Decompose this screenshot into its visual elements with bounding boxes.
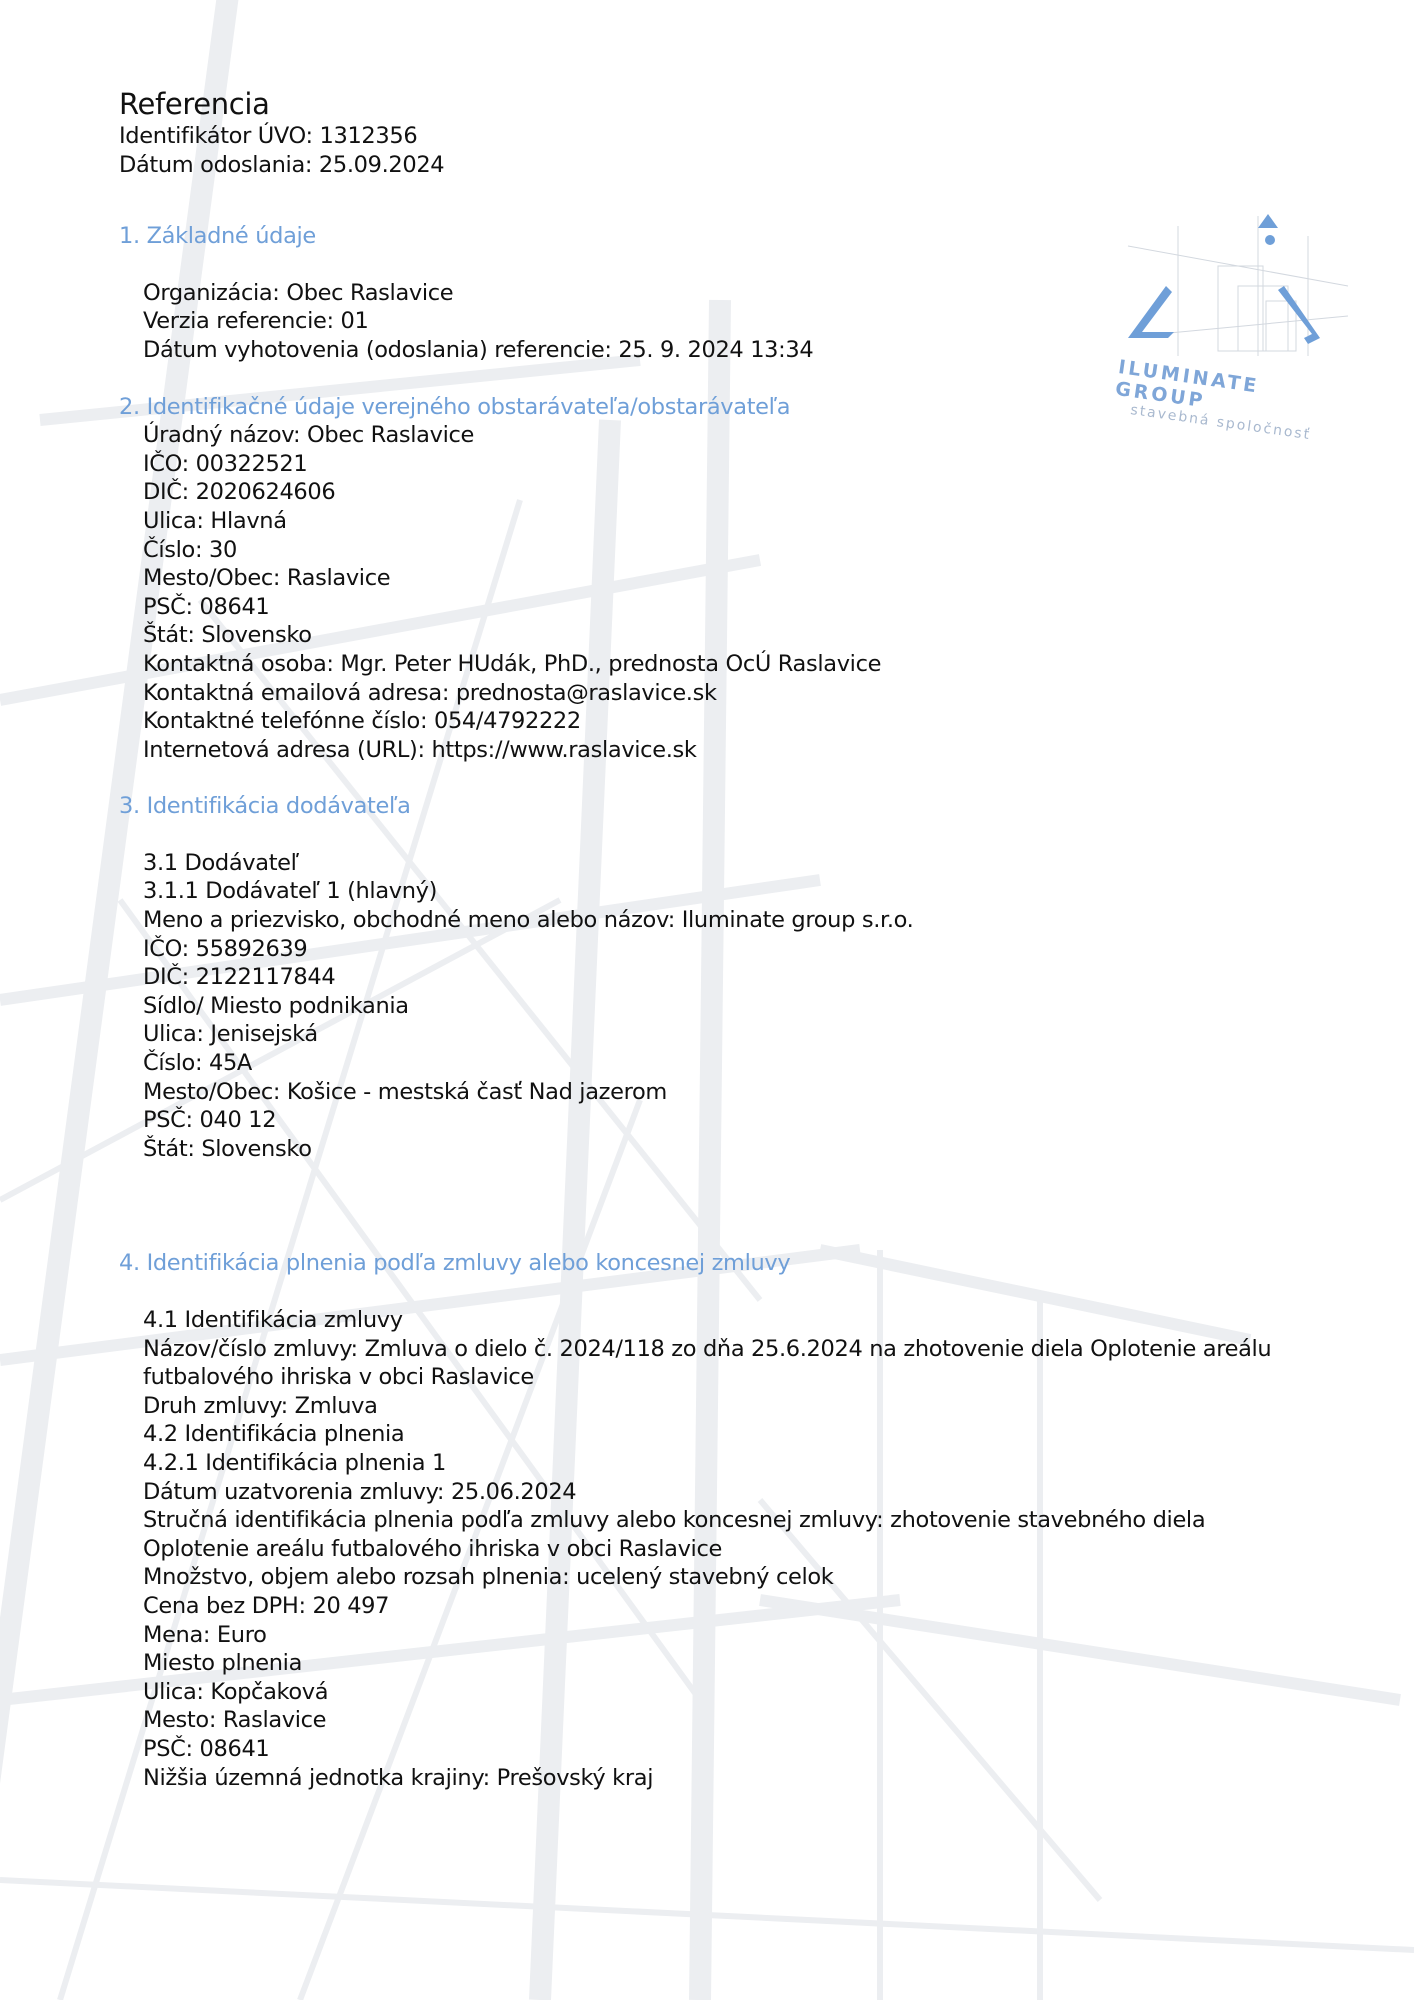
detail-line: Verzia referencie: 01 bbox=[143, 308, 369, 335]
detail-line: Číslo: 45A bbox=[143, 1050, 252, 1077]
detail-line: Druh zmluvy: Zmluva bbox=[143, 1392, 378, 1419]
document-body bbox=[119, 86, 1299, 1792]
detail-line: Úradný názov: Obec Raslavice bbox=[143, 422, 474, 449]
section-heading-basic: 1. Základné údaje bbox=[119, 223, 316, 250]
header-uvo-id: Identifikátor ÚVO: 1312356 bbox=[119, 123, 418, 149]
logo-name: ILUMINATE GROUP bbox=[1113, 356, 1261, 413]
performance-description: Stručná identifikácia plnenia podľa zmluvy alebo koncesnej zmluvy: zhotovenie stavebného diela Oplotenie areálu futbalového ihriska v obci Raslavice bbox=[143, 1507, 1206, 1562]
section-heading-performance: 4. Identifikácia plnenia podľa zmluvy alebo koncesnej zmluvy bbox=[119, 1250, 791, 1277]
detail-line: Štát: Slovensko bbox=[143, 622, 312, 649]
detail-line: PSČ: 040 12 bbox=[143, 1107, 277, 1134]
detail-line: IČO: 55892639 bbox=[143, 935, 308, 962]
detail-line: DIČ: 2122117844 bbox=[143, 964, 336, 991]
detail-line: Číslo: 30 bbox=[143, 536, 237, 563]
detail-line: PSČ: 08641 bbox=[143, 1735, 270, 1762]
section-basic-details bbox=[119, 279, 1299, 365]
detail-line: Cena bez DPH: 20 497 bbox=[143, 1592, 390, 1619]
detail-line: Dátum vyhotovenia (odoslania) referencie: 25. 9. 2024 13:34 bbox=[143, 336, 814, 363]
detail-line: IČO: 00322521 bbox=[143, 450, 308, 477]
header-send-date: Dátum odoslania: 25.09.2024 bbox=[119, 151, 445, 178]
detail-line: Kontaktné telefónne číslo: 054/4792222 bbox=[143, 708, 581, 735]
section-heading-supplier: 3. Identifikácia dodávateľa bbox=[119, 793, 411, 820]
detail-line: Mesto/Obec: Košice - mestská časť Nad jazerom bbox=[143, 1078, 667, 1105]
detail-line: Ulica: Kopčaková bbox=[143, 1678, 329, 1705]
detail-line: Nižšia územná jednotka krajiny: Prešovský kraj bbox=[143, 1764, 654, 1791]
detail-line: Internetová adresa (URL): https://www.raslavice.sk bbox=[143, 736, 697, 763]
detail-line: Dátum uzatvorenia zmluvy: 25.06.2024 bbox=[143, 1478, 577, 1505]
contract-title: Názov/číslo zmluvy: Zmluva o dielo č. 2024/118 zo dňa 25.6.2024 na zhotovenie diela Oplotenie areálu futbalového ihriska v obci Raslavice bbox=[143, 1335, 1272, 1391]
detail-line: Ulica: Jenisejská bbox=[143, 1021, 318, 1048]
section-heading-contracting-authority: 2. Identifikačné údaje verejného obstarávateľa/obstarávateľa bbox=[119, 393, 791, 420]
detail-line: Ulica: Hlavná bbox=[143, 507, 287, 534]
detail-line: 4.1 Identifikácia zmluvy bbox=[143, 1307, 403, 1333]
detail-line: DIČ: 2020624606 bbox=[143, 479, 336, 506]
section-supplier-details bbox=[119, 849, 1299, 1164]
detail-line: Meno a priezvisko, obchodné meno alebo názov: Iluminate group s.r.o. bbox=[143, 907, 914, 934]
detail-line: 4.2.1 Identifikácia plnenia 1 bbox=[143, 1449, 446, 1476]
section-contracting-authority-details bbox=[119, 421, 1299, 764]
detail-line: Sídlo/ Miesto podnikania bbox=[143, 992, 409, 1019]
detail-line: Mena: Euro bbox=[143, 1621, 267, 1648]
page-title: Referencia bbox=[119, 87, 270, 121]
detail-line: Miesto plnenia bbox=[143, 1650, 303, 1677]
detail-line: Organizácia: Obec Raslavice bbox=[143, 279, 454, 306]
detail-line: 3.1 Dodávateľ bbox=[143, 849, 299, 876]
detail-line: Kontaktná osoba: Mgr. Peter HUdák, PhD., prednosta OcÚ Raslavice bbox=[143, 650, 882, 677]
detail-line: PSČ: 08641 bbox=[143, 593, 270, 620]
logo-subtitle: stavebná spoločnosť bbox=[1129, 402, 1313, 444]
detail-line: Mesto: Raslavice bbox=[143, 1707, 327, 1734]
detail-line: Štát: Slovensko bbox=[143, 1135, 312, 1162]
detail-line: Mesto/Obec: Raslavice bbox=[143, 565, 391, 592]
section-performance-details bbox=[119, 1306, 1299, 1792]
detail-line: 3.1.1 Dodávateľ 1 (hlavný) bbox=[143, 878, 438, 905]
detail-line: Kontaktná emailová adresa: prednosta@raslavice.sk bbox=[143, 679, 717, 706]
detail-line: 4.2 Identifikácia plnenia bbox=[143, 1421, 405, 1448]
detail-line: Množstvo, objem alebo rozsah plnenia: ucelený stavebný celok bbox=[143, 1564, 834, 1591]
